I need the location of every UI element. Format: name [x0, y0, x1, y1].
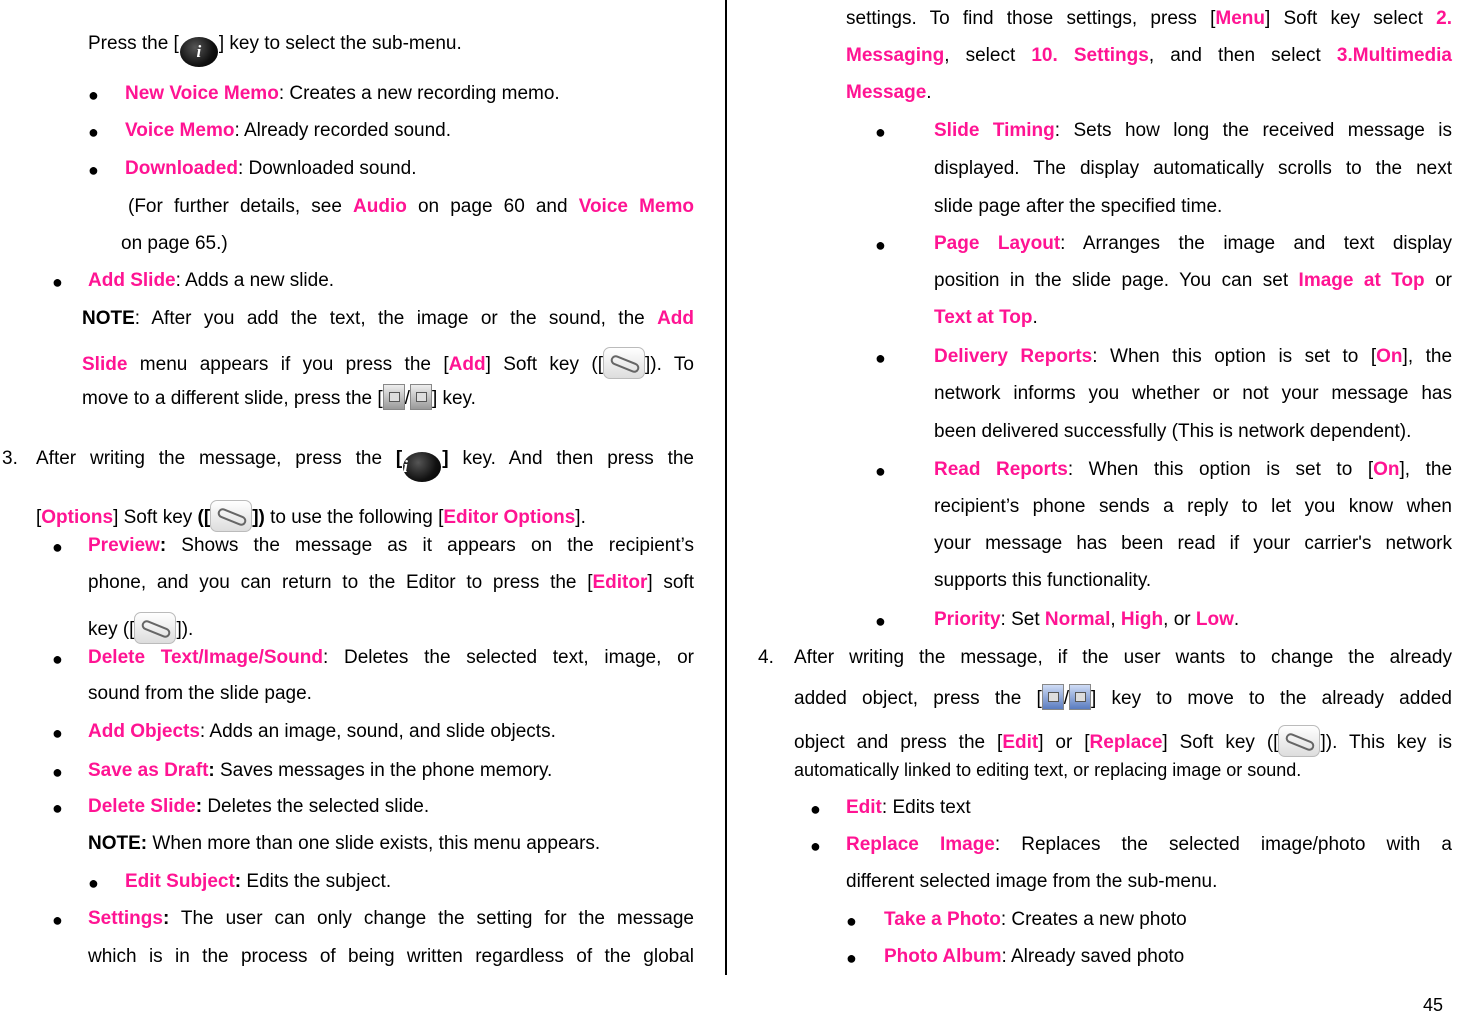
list-item-add-slide: Add Slide: Adds a new slide.: [88, 270, 335, 291]
bullet-icon: ●: [52, 272, 63, 292]
bullet-icon: ●: [88, 85, 99, 105]
bullet-icon: ●: [52, 649, 63, 669]
list-item-save-as-draft: Save as Draft: Saves messages in the phone memory.: [88, 760, 553, 781]
bullet-icon: ●: [52, 537, 63, 557]
nav-down-key-icon: [1069, 684, 1091, 710]
bullet-icon: ●: [52, 723, 63, 743]
list-item-edit-subject: Edit Subject: Edits the subject.: [125, 871, 392, 892]
bullet-icon: ●: [875, 348, 886, 368]
further-details-line: (For further details, see Audio on page 60 and Voice Memo: [128, 196, 694, 217]
step-3-line-1: After writing the message, press the [i ] key. And then press the: [36, 447, 694, 482]
delivery-reports-line-2: network informs you whether or not your message has: [934, 383, 1452, 404]
bullet-icon: ●: [810, 836, 821, 856]
soft-key-icon: [134, 612, 176, 644]
step-4-line-1: After writing the message, if the user wants to change the already: [794, 647, 1452, 668]
info-key-icon: i: [403, 452, 441, 482]
step-4-line-4: automatically linked to editing text, or replacing image or sound.: [794, 760, 1302, 780]
list-item-settings-line-2: which is in the process of being written regardless of the global: [88, 946, 694, 967]
step-3-line-2: [Options] Soft key ([ ]) to use the following [Editor Options].: [36, 500, 586, 532]
bullet-icon: ●: [52, 798, 63, 818]
nav-up-key-icon: [1042, 684, 1064, 710]
read-reports-line-4: supports this functionality.: [934, 570, 1152, 591]
replace-image-line-2: different selected image from the sub-menu.: [846, 871, 1218, 892]
priority-line: Priority: Set Normal, High, or Low.: [934, 609, 1240, 630]
slide-timing-line-1: Slide Timing: Sets how long the received message is: [934, 120, 1452, 141]
slide-timing-line-2: displayed. The display automatically scrolls to the next: [934, 158, 1452, 179]
bullet-icon: ●: [846, 948, 857, 968]
page-layout-line-2: position in the slide page. You can set Image at Top or: [934, 270, 1452, 291]
list-item-preview-line-1: Preview: Shows the message as it appears on the recipient’s: [88, 535, 694, 556]
list-item-take-a-photo: Take a Photo: Creates a new photo: [884, 909, 1187, 930]
delivery-reports-line-3: been delivered successfully (This is network dependent).: [934, 421, 1412, 442]
list-item-edit: Edit: Edits text: [846, 797, 971, 818]
note-add-slide-line-3: move to a different slide, press the [ / ] key.: [82, 384, 476, 411]
bullet-icon: ●: [88, 160, 99, 180]
list-item-settings-line-1: Settings: The user can only change the setting for the message: [88, 908, 694, 929]
read-reports-line-2: recipient’s phone sends a reply to let you know when: [934, 496, 1452, 517]
bullet-icon: ●: [875, 122, 886, 142]
column-divider: [725, 0, 727, 975]
bullet-icon: ●: [52, 762, 63, 782]
list-item-photo-album: Photo Album: Already saved photo: [884, 946, 1185, 967]
read-reports-line-1: Read Reports: When this option is set to [On], the: [934, 459, 1453, 480]
read-reports-line-3: your message has been read if your carrier's network: [934, 533, 1452, 554]
step-4-number: 4.: [758, 647, 774, 668]
settings-cont-line-2: Messaging, select 10. Settings, and then select 3.Multimedia: [846, 45, 1452, 66]
list-item-new-voice-memo: New Voice Memo: Creates a new recording memo.: [125, 83, 560, 104]
list-item-voice-memo: Voice Memo: Already recorded sound.: [125, 120, 451, 141]
note-delete-slide: NOTE: When more than one slide exists, this menu appears.: [88, 833, 601, 854]
info-key-icon: i: [180, 37, 218, 67]
replace-image-line-1: Replace Image: Replaces the selected image/photo with a: [846, 834, 1452, 855]
bullet-icon: ●: [810, 799, 821, 819]
step-3-number: 3.: [2, 448, 18, 469]
intro-line: Press the [ i ] key to select the sub-menu.: [88, 32, 462, 67]
list-item-delete-text-line-1: Delete Text/Image/Sound: Deletes the selected text, image, or: [88, 647, 695, 668]
list-item-preview-line-3: key ([ ]).: [88, 612, 193, 644]
page-layout-line-3: Text at Top.: [934, 307, 1038, 328]
page-layout-line-1: Page Layout: Arranges the image and text display: [934, 233, 1452, 254]
step-4-line-3: object and press the [Edit] or [Replace] Soft key ([ ]). This key is: [794, 725, 1452, 757]
bullet-icon: ●: [88, 873, 99, 893]
soft-key-icon: [1278, 725, 1320, 757]
bullet-icon: ●: [875, 461, 886, 481]
further-details-line-2: on page 65.): [121, 233, 228, 254]
step-4-line-2: added object, press the [ / ] key to move to the already added: [794, 684, 1452, 711]
list-item-preview-line-2: phone, and you can return to the Editor to press the [Editor] soft: [88, 572, 694, 593]
bullet-icon: ●: [88, 122, 99, 142]
delivery-reports-line-1: Delivery Reports: When this option is set to [On], the: [934, 346, 1453, 367]
settings-cont-line-3: Message.: [846, 82, 932, 103]
bullet-icon: ●: [875, 611, 886, 631]
page-number: 45: [1422, 995, 1443, 1015]
soft-key-icon: [603, 347, 645, 379]
bullet-icon: ●: [875, 235, 886, 255]
note-add-slide-line-1: NOTE: After you add the text, the image or the sound, the Add: [82, 308, 694, 329]
list-item-delete-text-line-2: sound from the slide page.: [88, 683, 312, 704]
list-item-add-objects: Add Objects: Adds an image, sound, and slide objects.: [88, 721, 556, 742]
bullet-icon: ●: [846, 911, 857, 931]
nav-right-key-icon: [410, 384, 432, 410]
nav-left-key-icon: [383, 384, 405, 410]
list-item-downloaded: Downloaded: Downloaded sound.: [125, 158, 417, 179]
soft-key-icon: [210, 500, 252, 532]
settings-cont-line-1: settings. To find those settings, press [Menu] Soft key select 2.: [846, 8, 1452, 29]
slide-timing-line-3: slide page after the specified time.: [934, 196, 1223, 217]
list-item-delete-slide: Delete Slide: Deletes the selected slide.: [88, 796, 430, 817]
bullet-icon: ●: [52, 910, 63, 930]
note-add-slide-line-2: Slide menu appears if you press the [Add] Soft key ([ ]). To: [82, 347, 694, 379]
